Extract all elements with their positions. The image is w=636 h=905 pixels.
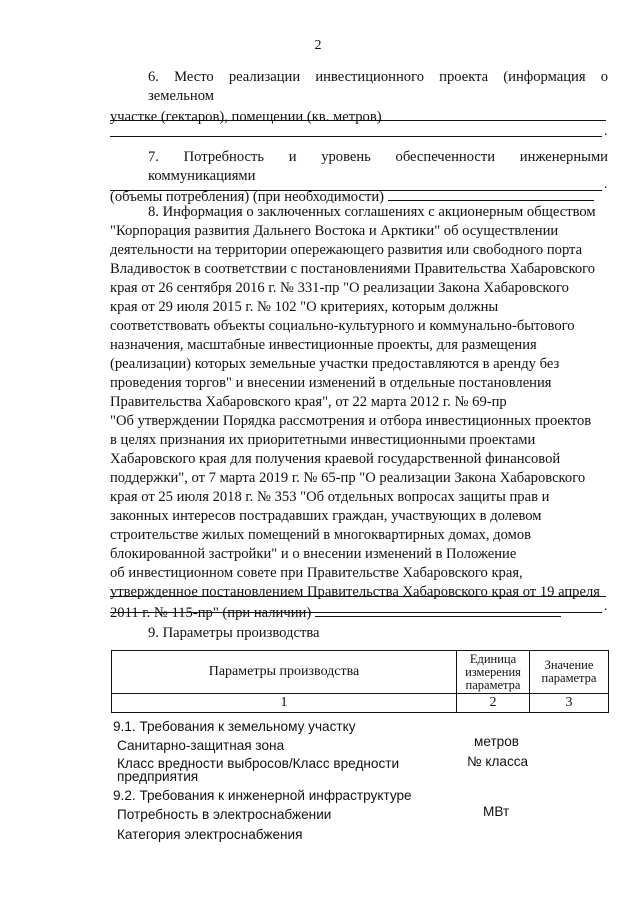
item8-line: (реализации) которых земельные участки предоставляются в аренду без: [110, 356, 560, 372]
header-unit-line: параметра: [465, 677, 521, 692]
item8-line: "Корпорация развития Дальнего Востока и Арктики" об осуществлении: [110, 223, 559, 239]
land-requirements-heading: 9.1. Требования к земельному участку: [113, 719, 356, 734]
col-number-1: 1: [112, 694, 457, 713]
item8-line: назначения, масштабные инвестиционные проекты, для размещения: [110, 337, 537, 353]
power-category-label: Категория электроснабжения: [117, 827, 303, 842]
item8-line: об инвестиционном совете при Правительстве Хабаровского края,: [110, 565, 523, 581]
item8-line: края от 25 июля 2018 г. № 353 "Об отдельных вопросах защиты прав и: [110, 489, 550, 505]
item7-paragraph: [110, 148, 608, 207]
item7-blank-line-1[interactable]: [110, 190, 602, 191]
item8-line: края от 29 июля 2015 г. № 102 "О критериях, которым должны: [110, 299, 499, 315]
item8-blank-line-1[interactable]: [110, 596, 606, 597]
item6-paragraph: [110, 68, 608, 127]
col-number-3: 3: [530, 694, 609, 713]
item8-end-dot: .: [604, 599, 608, 614]
sanitary-zone-unit: метров: [474, 734, 520, 749]
header-value-line: Значение: [544, 658, 594, 672]
item6-line2: участке (гектаров), помещении (кв. метров): [110, 106, 608, 127]
header-unit-line: Единица: [469, 651, 517, 666]
item8-line: Хабаровского края для получения краевой государственной финансовой: [110, 451, 561, 467]
item8-line: блокированной застройки" и о внесении изменений в Положение: [110, 546, 517, 562]
item8-line: законных интересов пострадавших граждан, участвующих в долевом: [110, 508, 542, 524]
item8-line: 8. Информация о заключенных соглашениях с акционерным обществом: [148, 204, 596, 220]
header-unit-line: измерения: [465, 664, 521, 679]
item8-paragraph: [110, 203, 608, 623]
power-need-label: Потребность в электроснабжении: [117, 807, 332, 822]
hazard-class-label-1: Класс вредности выбросов/Класс вредности: [117, 756, 400, 771]
item8-last-line: 2011 г. № 115-пр" (при наличии): [110, 602, 608, 623]
item8-blank-line-2[interactable]: [110, 612, 602, 613]
item8-line: строительстве жилых помещений в многоквартирных домах, домов: [110, 527, 532, 543]
item6-blank-line-2[interactable]: [110, 136, 602, 137]
production-params-table: [111, 650, 609, 713]
hazard-class-unit: № класса: [467, 754, 529, 769]
item6-end-dot: .: [604, 124, 608, 139]
item8-line: поддержки", от 7 марта 2019 г. № 65-пр "О реализации Закона Хабаровского: [110, 470, 586, 486]
sanitary-zone-label: Санитарно-защитная зона: [117, 738, 285, 753]
item6-line1: 6. Место реализации инвестиционного проекта (информация о земельном: [148, 69, 608, 104]
item8-blank[interactable]: [315, 602, 561, 617]
item8-line: в целях признания их приоритетными инвестиционными проектами: [110, 432, 536, 448]
header-params: Параметры производства: [112, 651, 457, 694]
item8-line: проведения торгов" и внесении изменений в отдельные постановления: [110, 375, 552, 391]
item8-line: края от 26 сентября 2016 г. № 331-пр "О реализации Закона Хабаровского: [110, 280, 569, 296]
col-number-2: 2: [457, 694, 530, 713]
item7-end-dot: .: [604, 177, 608, 192]
table-number-row: [112, 694, 609, 713]
item9-title: 9. Параметры производства: [148, 625, 320, 641]
item6-blank[interactable]: [385, 106, 597, 121]
item7-line2: (объемы потребления) (при необходимости): [110, 186, 608, 207]
item8-line: Владивосток в соответствии с постановлениями Правительства Хабаровского: [110, 261, 596, 277]
table-header-row: [112, 651, 609, 694]
header-unit: [457, 651, 530, 694]
item8-line: Правительства Хабаровского края", от 22 марта 2012 г. № 69-пр: [110, 394, 507, 410]
power-need-unit: МВт: [483, 804, 510, 819]
header-value-line: параметра: [541, 671, 597, 685]
item7-blank[interactable]: [388, 186, 594, 201]
page-number: 2: [314, 38, 322, 53]
item6-blank-line-1[interactable]: [110, 120, 606, 121]
infrastructure-requirements-heading: 9.2. Требования к инженерной инфраструктуре: [113, 788, 412, 803]
item8-line: "Об утверждении Порядка рассмотрения и отбора инвестиционных проектов: [110, 413, 592, 429]
item7-line1: 7. Потребность и уровень обеспеченности инженерными коммуникациями: [148, 149, 608, 184]
item8-line: утвержденное постановлением Правительства Хабаровского края от 19 апреля: [110, 584, 600, 600]
item8-line: деятельности на территории опережающего развития или свободного порта: [110, 242, 583, 258]
header-value: [530, 651, 609, 694]
item8-line: соответствовать объекты социально-культурного и коммунально-бытового: [110, 318, 575, 334]
hazard-class-label-2: предприятия: [117, 769, 199, 784]
